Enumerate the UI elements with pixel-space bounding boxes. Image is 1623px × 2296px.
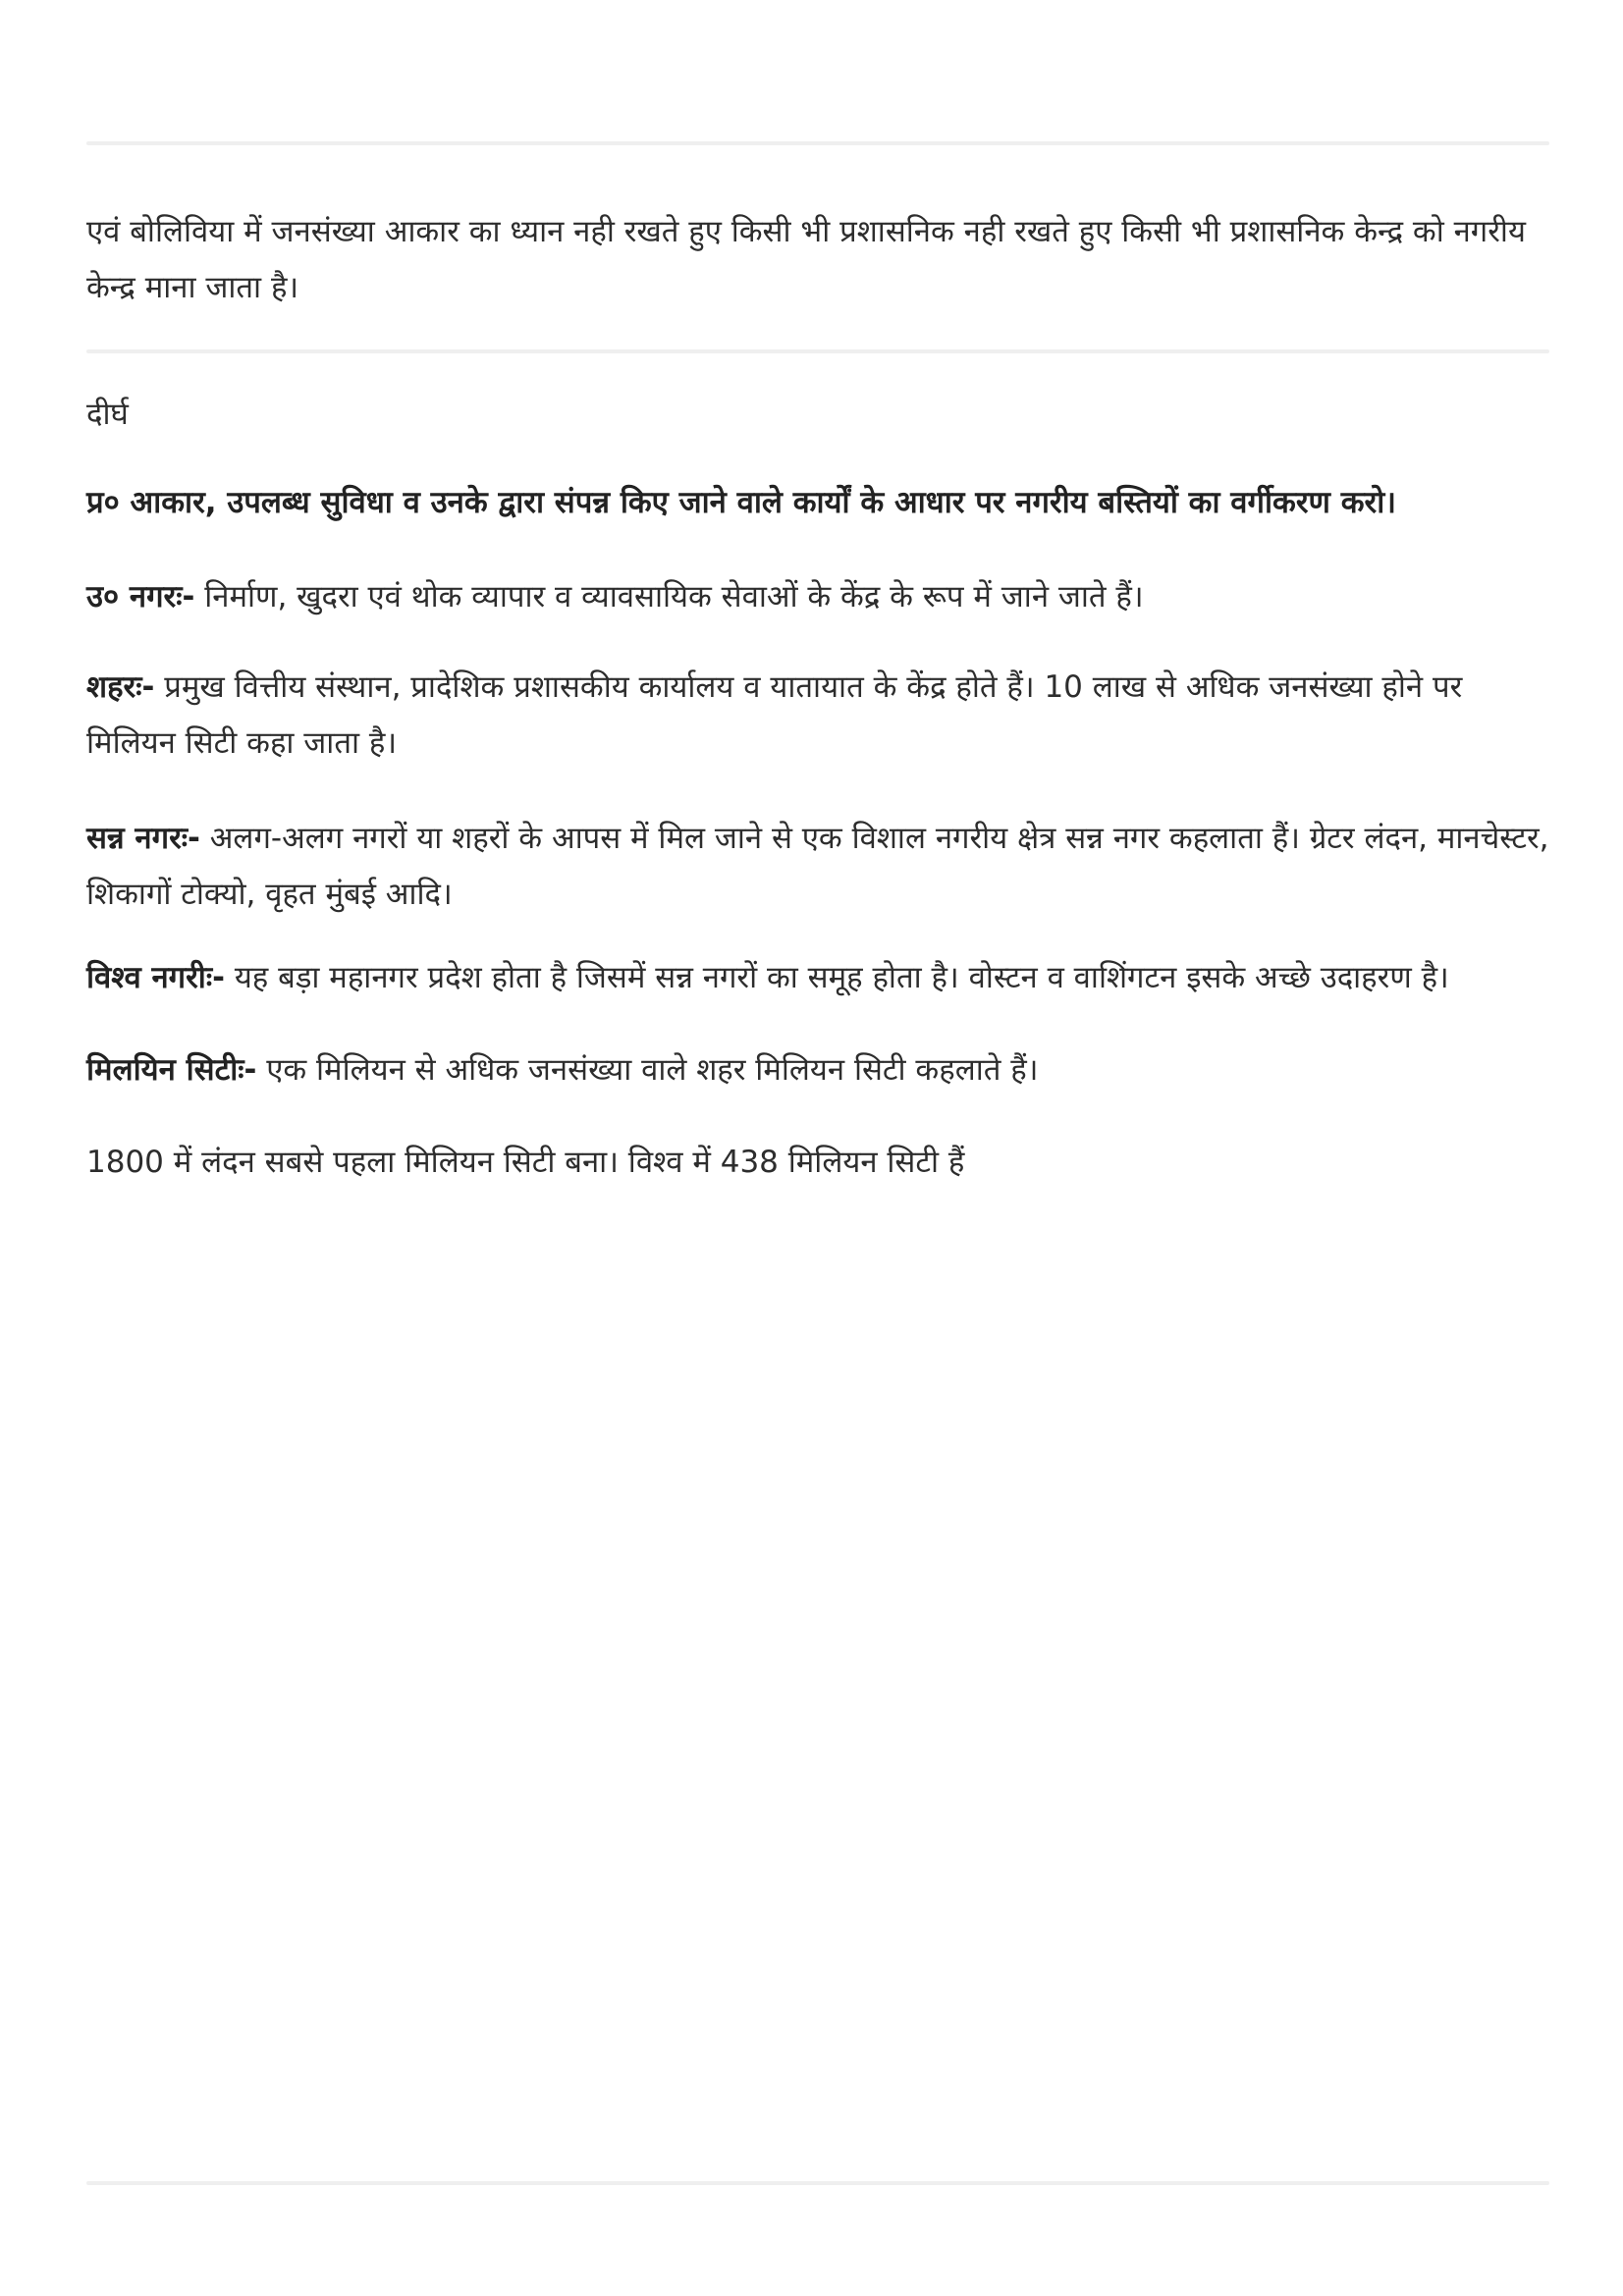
answer-nagar bbox=[86, 569, 1549, 625]
answer-million-text: एक मिलियन से अधिक जनसंख्या वाले शहर मिलियन सिटी कहलाते हैं। bbox=[256, 1052, 1039, 1088]
answer-shahar-text: प्रमुख वित्तीय संस्थान, प्रादेशिक प्रशासकीय कार्यालय व यातायात के केंद्र होते हैं। 10 लाख से अधिक जनसंख्या होने पर मिलियन सिटी कहा जाता है। bbox=[86, 669, 1463, 761]
answer-nagar-paragraph bbox=[86, 569, 1549, 625]
answer-nagar-text: निर्माण, खुदरा एवं थोक व्यापार व व्यावसायिक सेवाओं के केंद्र के रूप में जाने जाते हैं। bbox=[194, 579, 1144, 614]
top-divider bbox=[86, 141, 1549, 145]
answer-vishva-term: विश्व नगरीः- bbox=[86, 960, 225, 995]
intro-paragraph bbox=[86, 204, 1549, 316]
answer-sanna-text: अलग-अलग नगरों या शहरों के आपस में मिल जाने से एक विशाल नगरीय क्षेत्र सन्न नगर कहलाता हैं। ग्रेटर लंदन, मानचेस्टर, शिकागों टोक्यो, वृहत मुंबई आदि। bbox=[86, 821, 1549, 912]
question-paragraph bbox=[86, 475, 1549, 531]
section-divider bbox=[86, 349, 1549, 353]
answer-shahar-term: शहरः- bbox=[86, 669, 155, 705]
answer-sanna-paragraph bbox=[86, 811, 1549, 923]
section-label bbox=[86, 387, 1549, 443]
bottom-divider bbox=[86, 2181, 1549, 2185]
answer-nagar-term: उ० नगरः- bbox=[86, 579, 195, 614]
answer-million-paragraph bbox=[86, 1042, 1549, 1098]
answer-vishva-paragraph bbox=[86, 950, 1549, 1006]
answer-million-term: मिलयिन सिटीः- bbox=[86, 1052, 257, 1088]
fact-text: 1800 में लंदन सबसे पहला मिलियन सिटी बना। विश्व में 438 मिलियन सिटी हैं bbox=[86, 1145, 965, 1180]
answer-sanna-term: सन्न नगरः- bbox=[86, 821, 200, 856]
answer-million bbox=[86, 1042, 1549, 1098]
fact-paragraph bbox=[86, 1135, 1549, 1191]
question-text: प्र० आकार, उपलब्ध सुविधा व उनके द्वारा संपन्न किए जाने वाले कार्यों के आधार पर नगरीय बस्तियों का वर्गीकरण करो। bbox=[86, 485, 1396, 520]
answer-sanna bbox=[86, 811, 1549, 923]
answer-shahar-paragraph bbox=[86, 660, 1549, 772]
answer-vishva-text: यह बड़ा महानगर प्रदेश होता है जिसमें सन्न नगरों का समूह होता है। वोस्टन व वाशिंगटन इसके अच्छे उदाहरण है। bbox=[224, 960, 1449, 995]
answer-vishva bbox=[86, 950, 1549, 1006]
answer-shahar bbox=[86, 660, 1549, 772]
intro-text: एवं बोलिविया में जनसंख्या आकार का ध्यान नही रखते हुए किसी भी प्रशासनिक नही रखते हुए किसी भी प्रशासनिक केन्द्र को नगरीय केन्द्र माना जाता है। bbox=[86, 214, 1526, 305]
section-label-text: दीर्घ bbox=[86, 397, 129, 432]
